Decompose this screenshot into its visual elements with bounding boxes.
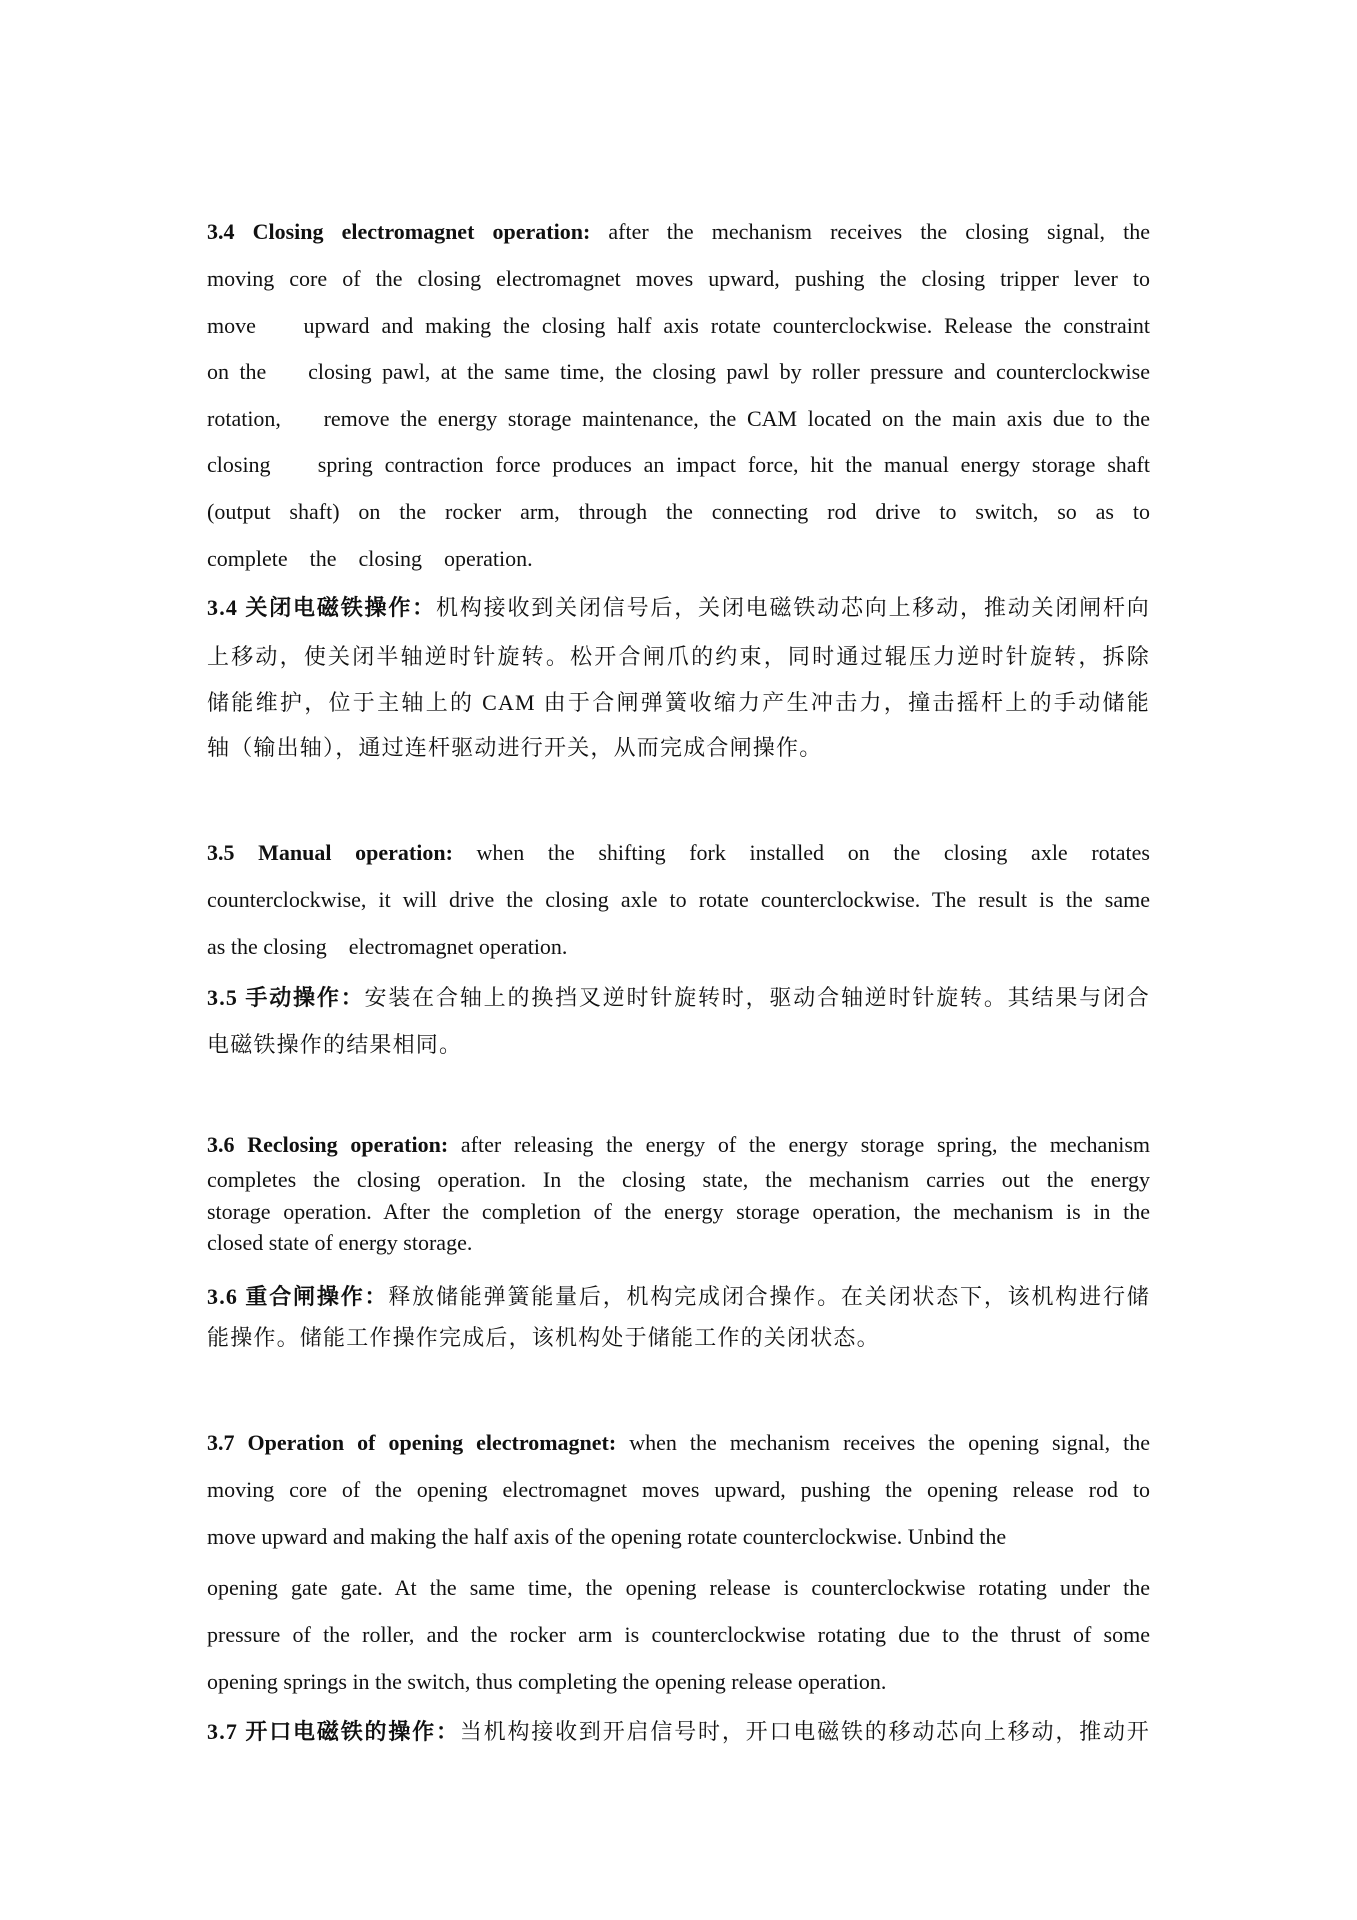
section-3-7-en-line-1 bbox=[207, 1428, 1150, 1458]
section-3-5-cn-line-1 bbox=[207, 983, 1150, 1013]
section-heading-cn: 3.7 开口电磁铁的操作： bbox=[207, 1719, 460, 1744]
section-3-4-en-line-8: complete the closing operation. bbox=[207, 546, 533, 571]
section-heading: 3.5 Manual operation: bbox=[207, 840, 453, 865]
section-3-4-cn-line-2: 上移动，使关闭半轴逆时针旋转。松开合闸爪的约束，同时通过辊压力逆时针旋转，拆除 bbox=[207, 644, 1150, 669]
section-3-4-en-line-3: move upward and making the closing half axis rotate counterclockwise. Release the constraint bbox=[207, 313, 1150, 338]
section-3-4-en-line-2: moving core of the closing electromagnet moves upward, pushing the closing tripper lever to bbox=[207, 266, 1150, 291]
paragraph-text: when the mechanism receives the opening signal, the bbox=[616, 1430, 1150, 1455]
paragraph-text: when the shifting fork installed on the closing axle rotates bbox=[452, 840, 1150, 865]
section-3-6-en-line-4: closed state of energy storage. bbox=[207, 1230, 473, 1255]
section-heading: 3.4 Closing electromagnet operation: bbox=[207, 219, 591, 244]
section-3-5-en-line-3: as the closing electromagnet operation. bbox=[207, 934, 568, 959]
section-3-4-en-line-5: rotation, remove the energy storage maintenance, the CAM located on the main axis due to the bbox=[207, 406, 1150, 431]
paragraph-text-cn: 当机构接收到开启信号时，开口电磁铁的移动芯向上移动，推动开 bbox=[459, 1719, 1150, 1744]
section-heading-cn: 3.4 关闭电磁铁操作： bbox=[207, 595, 436, 620]
section-3-5-en-line-1 bbox=[207, 838, 1150, 868]
section-3-4-cn-line-1 bbox=[207, 593, 1150, 623]
section-3-7-en-line-4: opening gate gate. At the same time, the opening release is counterclockwise rotating under the bbox=[207, 1575, 1150, 1600]
section-3-6-en-line-2: completes the closing operation. In the closing state, the mechanism carries out the energy bbox=[207, 1167, 1150, 1192]
paragraph-text: after releasing the energy of the energy storage spring, the mechanism bbox=[448, 1132, 1151, 1157]
section-heading: 3.6 Reclosing operation: bbox=[207, 1132, 449, 1157]
section-3-7-en-line-3: move upward and making the half axis of the opening rotate counterclockwise. Unbind the bbox=[207, 1524, 1007, 1549]
section-3-4-cn-line-4: 轴（输出轴），通过连杆驱动进行开关，从而完成合闸操作。 bbox=[207, 735, 823, 760]
section-3-7-en-line-5: pressure of the roller, and the rocker arm is counterclockwise rotating due to the thrust of some bbox=[207, 1622, 1150, 1647]
section-heading-cn: 3.6 重合闸操作： bbox=[207, 1284, 389, 1309]
section-3-4-en-line-4: on the closing pawl, at the same time, the closing pawl by roller pressure and counterclockwise bbox=[207, 359, 1150, 384]
paragraph-text-cn: 安装在合轴上的换挡叉逆时针旋转时，驱动合轴逆时针旋转。其结果与闭合 bbox=[364, 985, 1150, 1010]
section-3-6-en-line-3: storage operation. After the completion of the energy storage operation, the mechanism is in the bbox=[207, 1199, 1150, 1224]
section-3-4-en-line-6: closing spring contraction force produces an impact force, hit the manual energy storage shaft bbox=[207, 452, 1150, 477]
section-3-7-en-line-6: opening springs in the switch, thus completing the opening release operation. bbox=[207, 1669, 887, 1694]
section-heading: 3.7 Operation of opening electromagnet: bbox=[207, 1430, 617, 1455]
section-3-4-en-line-7: (output shaft) on the rocker arm, through the connecting rod drive to switch, so as to bbox=[207, 499, 1150, 524]
paragraph-text-cn: 释放储能弹簧能量后，机构完成闭合操作。在关闭状态下，该机构进行储 bbox=[388, 1284, 1150, 1309]
paragraph-text-cn: 机构接收到关闭信号后，关闭电磁铁动芯向上移动，推动关闭闸杆向 bbox=[436, 595, 1150, 620]
section-3-5-en-line-2: counterclockwise, it will drive the closing axle to rotate counterclockwise. The result is the same bbox=[207, 887, 1150, 912]
section-3-7-en-line-2: moving core of the opening electromagnet moves upward, pushing the opening release rod to bbox=[207, 1477, 1150, 1502]
section-heading-cn: 3.5 手动操作： bbox=[207, 985, 365, 1010]
section-3-4-cn-line-3: 储能维护，位于主轴上的 CAM 由于合闸弹簧收缩力产生冲击力，撞击摇杆上的手动储能 bbox=[207, 690, 1150, 715]
section-3-6-en-line-1 bbox=[207, 1130, 1150, 1160]
section-3-7-cn-line-1 bbox=[207, 1717, 1150, 1747]
section-3-6-cn-line-2: 能操作。储能工作操作完成后，该机构处于储能工作的关闭状态。 bbox=[207, 1325, 880, 1350]
paragraph-text: after the mechanism receives the closing signal, the bbox=[590, 219, 1150, 244]
section-3-4-en-line-1 bbox=[207, 217, 1150, 247]
section-3-5-cn-line-2: 电磁铁操作的结果相同。 bbox=[207, 1032, 463, 1057]
section-3-6-cn-line-1 bbox=[207, 1282, 1150, 1312]
